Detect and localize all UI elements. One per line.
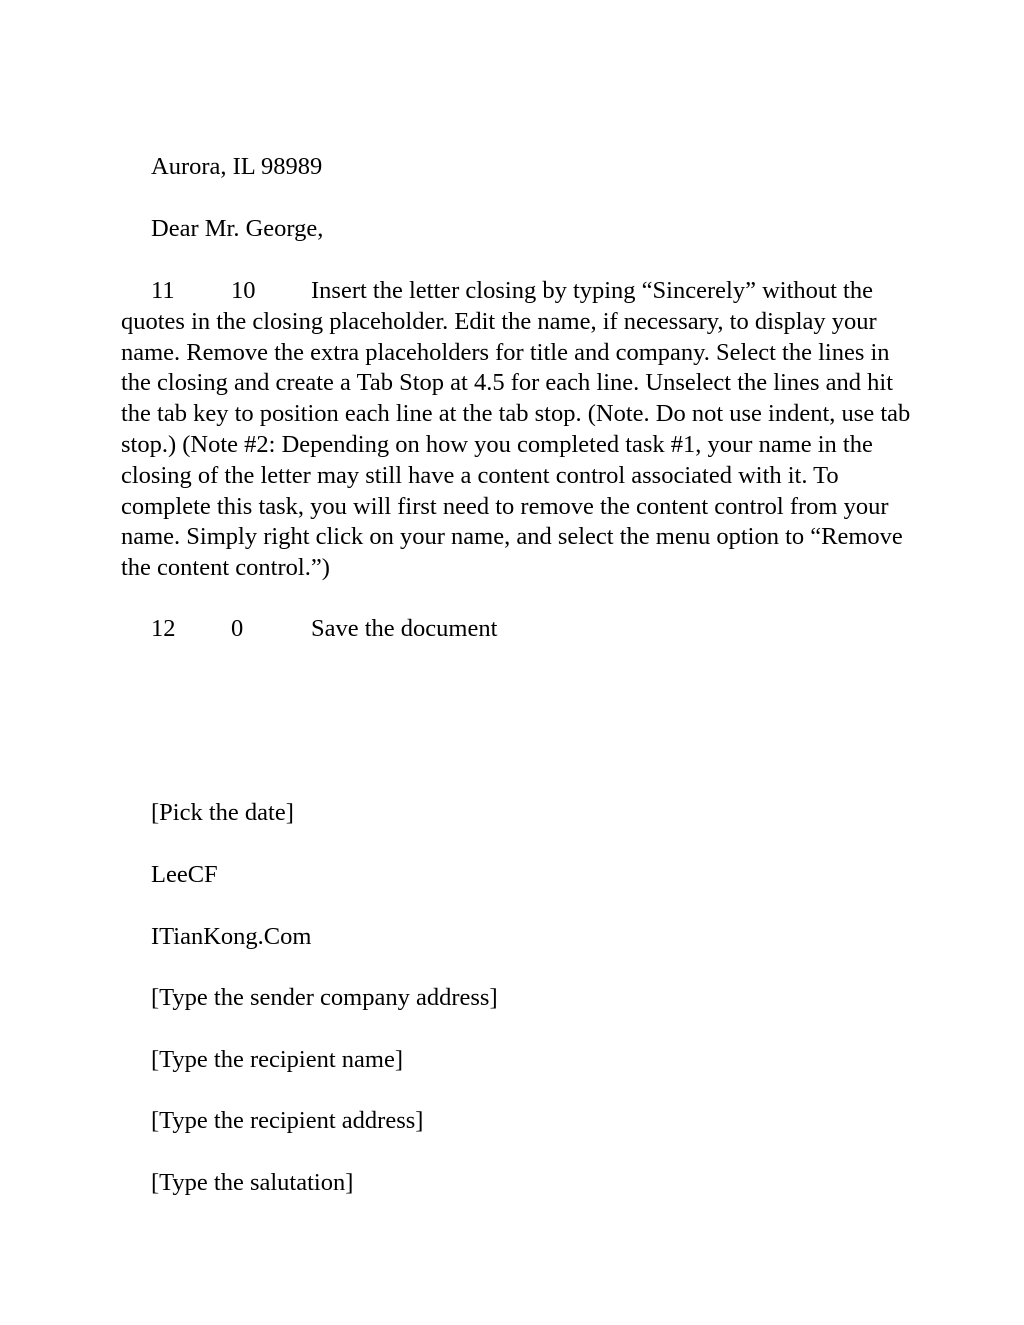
- date-placeholder[interactable]: [Pick the date]: [151, 799, 294, 826]
- sender-address-placeholder[interactable]: [Type the sender company address]: [151, 984, 498, 1011]
- task-description: Insert the letter closing by typing “Sincerely” without the quotes in the closing placeholder. Edit the name, if necessary, to display your name. Remove the extra placeholders for title and company. Select the lines in the closing and create a Tab Stop at 4.5 for each line. Unselect the lines and hit the tab key to position each line at the tab stop. (Note. Do not use indent, use tab stop.) (Note #2: Depending on how you completed task #1, your name in the closing of the letter may still have a content control associated with it. To complete this task, you will first need to remove the content control from your name. Simply right click on your name, and select the menu option to “Remove the content control.”): [121, 277, 911, 582]
- sender-name[interactable]: LeeCF: [151, 861, 218, 888]
- task-row: [121, 276, 921, 584]
- task-description: Save the document: [311, 615, 498, 642]
- task-number: 11: [151, 277, 175, 304]
- sender-company[interactable]: ITianKong.Com: [151, 923, 312, 950]
- city-state-zip-line: Aurora, IL 98989: [151, 153, 323, 180]
- task-points: 0: [231, 615, 244, 642]
- recipient-name-placeholder[interactable]: [Type the recipient name]: [151, 1046, 404, 1073]
- task-number: 12: [151, 615, 176, 642]
- greeting-line: Dear Mr. George,: [151, 215, 324, 242]
- task-12-row: [151, 614, 497, 644]
- task-11-block: [121, 276, 921, 584]
- recipient-address-placeholder[interactable]: [Type the recipient address]: [151, 1107, 424, 1134]
- salutation-placeholder[interactable]: [Type the salutation]: [151, 1169, 354, 1196]
- task-points: 10: [231, 277, 256, 304]
